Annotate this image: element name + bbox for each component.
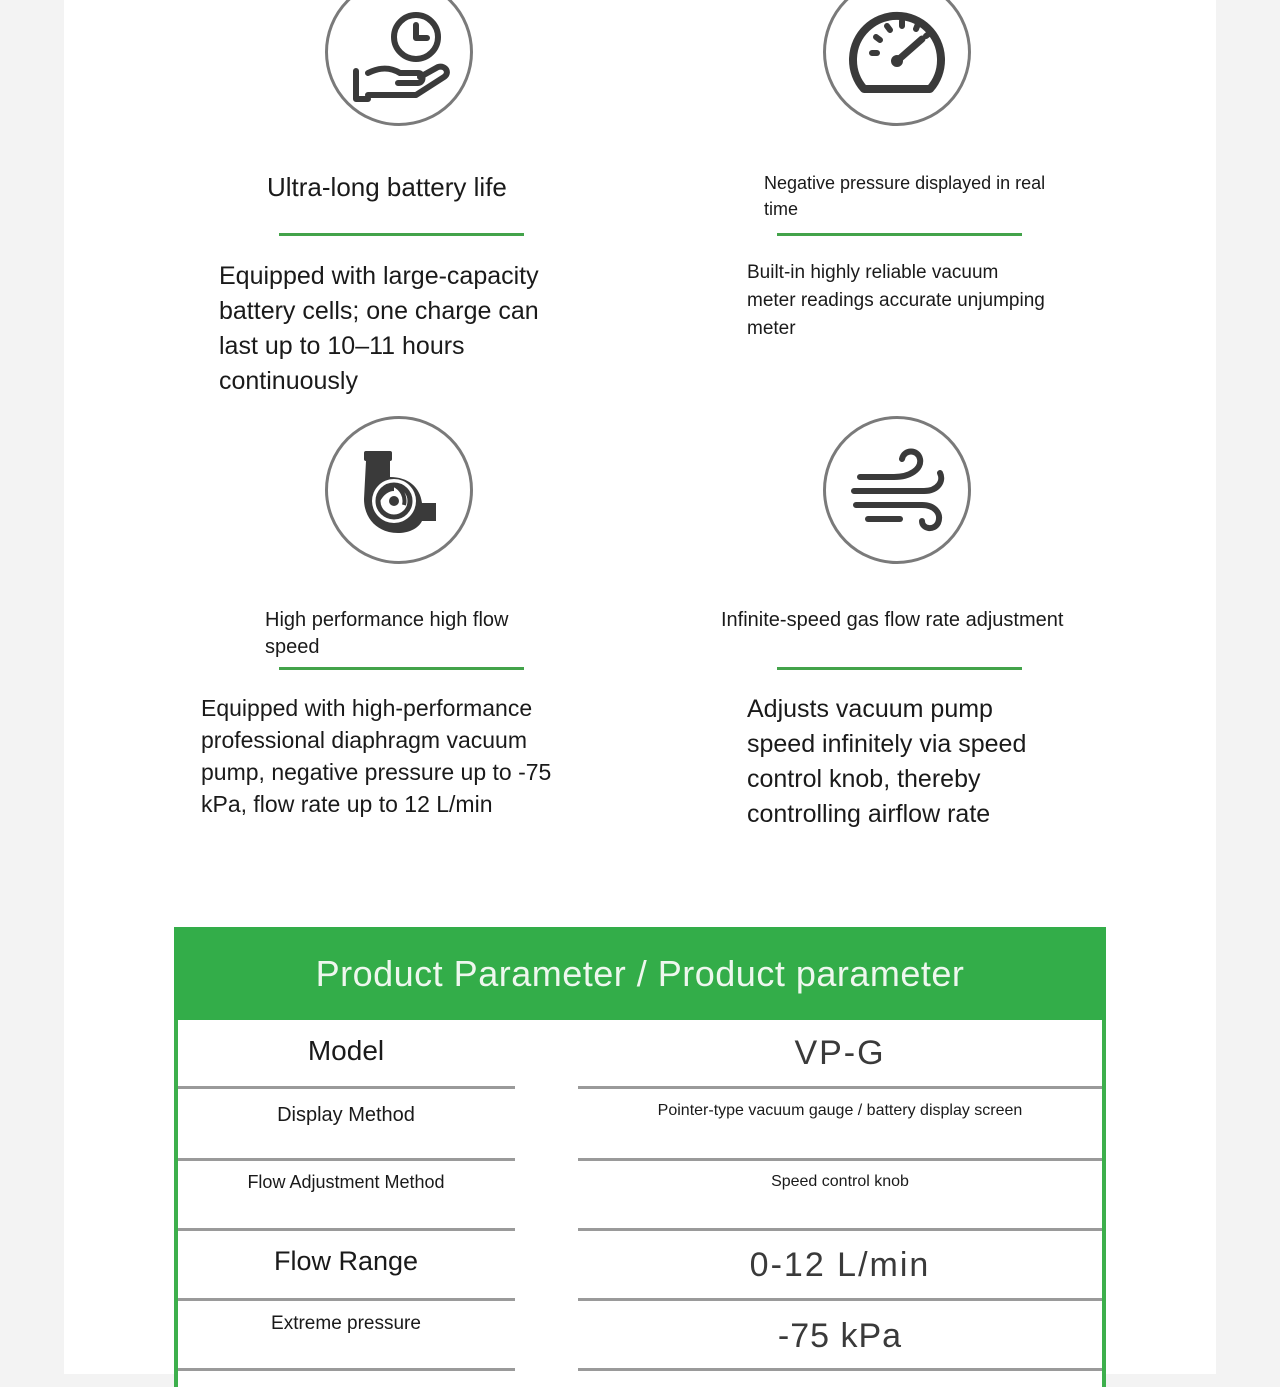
feature-divider xyxy=(777,667,1022,670)
row-label: Flow Range xyxy=(273,1246,419,1276)
row-separator xyxy=(578,1298,1102,1301)
feature-icon-frame xyxy=(823,0,971,126)
pressure-gauge-icon xyxy=(826,0,968,123)
feature-icon-frame xyxy=(823,416,971,564)
feature-title: Ultra-long battery life xyxy=(267,172,507,202)
feature-title: Infinite-speed gas flow rate adjustment xyxy=(721,609,1064,631)
feature-icon-frame xyxy=(325,0,473,126)
row-separator xyxy=(578,1086,1102,1089)
row-separator xyxy=(178,1368,515,1371)
row-separator xyxy=(578,1158,1102,1161)
feature-title: High performance high flow speed xyxy=(265,609,509,658)
feature-divider xyxy=(279,667,524,670)
row-label: Extreme pressure xyxy=(271,1313,421,1334)
feature-title: Negative pressure displayed in real time xyxy=(764,173,1046,219)
feature-description: Equipped with high-performance professional diaphragm vacuum pump, negative pressure up to -75 kPa, flow rate up to 12 L/min xyxy=(201,695,552,817)
row-separator xyxy=(178,1298,515,1301)
product-parameter-table xyxy=(174,927,1106,1387)
row-label: Display Method xyxy=(277,1104,415,1126)
row-value: -75 kPa xyxy=(777,1317,903,1355)
row-value: VP-G xyxy=(794,1034,886,1072)
table-title: Product Parameter / Product parameter xyxy=(174,927,1106,1020)
feature-description: Equipped with large-capacity battery cells; one charge can last up to 10–11 hours continuously xyxy=(219,262,539,395)
row-label: Model xyxy=(307,1035,385,1066)
row-value: 0-12 L/min xyxy=(749,1246,931,1284)
row-separator xyxy=(178,1086,515,1089)
row-separator xyxy=(178,1158,515,1161)
feature-icon-frame xyxy=(325,416,473,564)
feature-description: Adjusts vacuum pump speed infinitely via speed control knob, thereby controlling airflow rate xyxy=(747,695,1027,828)
wind-flow-icon xyxy=(826,419,968,561)
pump-icon xyxy=(328,419,470,561)
feature-divider xyxy=(777,233,1022,236)
row-label: Flow Adjustment Method xyxy=(247,1172,445,1192)
row-separator xyxy=(578,1228,1102,1231)
row-separator xyxy=(178,1228,515,1231)
feature-divider xyxy=(279,233,524,236)
hand-clock-icon xyxy=(328,0,470,123)
row-value: Pointer-type vacuum gauge / battery display screen xyxy=(657,1102,1023,1119)
feature-description: Built-in highly reliable vacuum meter readings accurate unjumping meter xyxy=(747,262,1045,339)
row-separator xyxy=(578,1368,1102,1371)
row-value: Speed control knob xyxy=(771,1173,909,1190)
